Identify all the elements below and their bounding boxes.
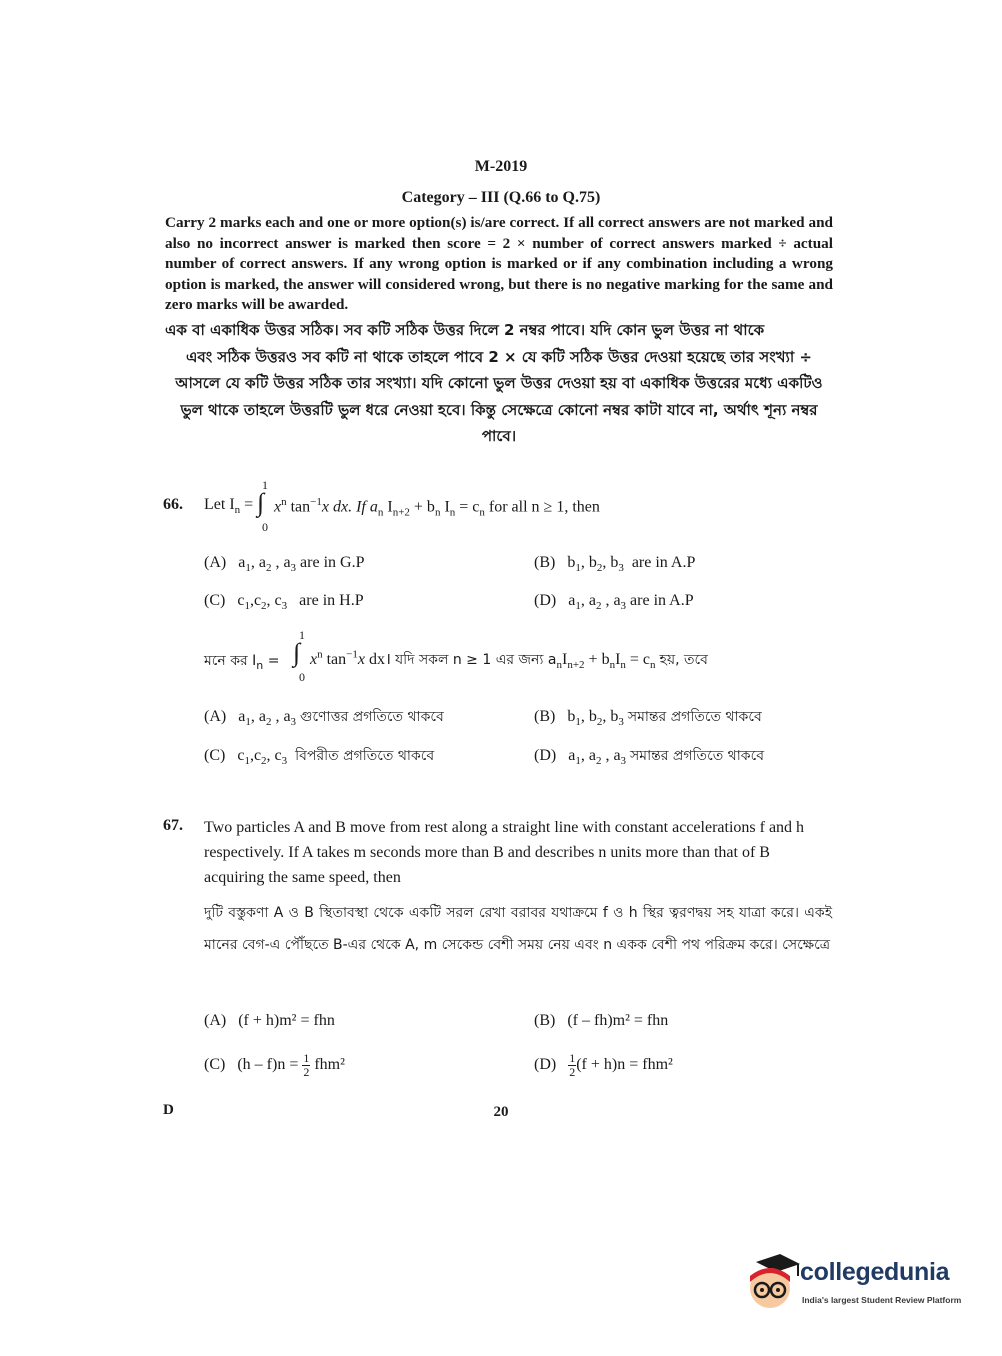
- q66-bn-lead: মনে কর $I_n$ =: [204, 653, 280, 672]
- category-heading: Category – III (Q.66 to Q.75): [401, 189, 601, 206]
- page-number: 20: [493, 1104, 509, 1120]
- instructions-english: Carry 2 marks each and one or more option(s) is/are correct. If all correct answers are not marked and also no incorrect answer is marked then score = 2 × number of correct answers marked ÷ actual number of correct answers. If any wrong option is marked or if any combination including a wrong option is marked, the answer will considered wrong, but there is no negative marking for the same and zero marks will be awarded.: [165, 214, 833, 314]
- collegedunia-tagline: India's largest Student Review Platform: [802, 1295, 962, 1305]
- q66-integrand: $x^n$ $\tan^{-1}x$ dx. If $a_n$ $I_{n+2} + b_n$ $I_n = c_n$ for all n ≥ 1, then: [274, 496, 600, 519]
- collegedunia-brand: collegedunia: [800, 1258, 950, 1286]
- q66-bn-upper-limit: 1: [299, 628, 305, 642]
- q66-option-b[interactable]: (B) $b_1$, $b_2$, $b_3$ are in A.P: [534, 554, 696, 575]
- q67-option-d[interactable]: (D) $\frac{1}{2}$ (f + h)n = fhm²: [534, 1051, 673, 1079]
- q66-bn-option-d[interactable]: (D) $a_1$, $a_2$ , $a_3$ সমান্তর প্রগতিতে থাকবে: [534, 747, 764, 768]
- instructions-bengali: [165, 317, 833, 450]
- q67-option-a[interactable]: (A) (f + h)m² = fhn: [204, 1012, 335, 1029]
- instructions-bengali-line1: এক বা একাধিক উত্তর সঠিক। সব কটি সঠিক উত্তর দিলে 2 নম্বর পাবে। যদি কোন ভুল উত্তর না থাকে: [165, 321, 765, 339]
- q66-upper-limit: 1: [262, 478, 268, 492]
- q66-let: Let $I_n$ =: [204, 496, 254, 517]
- q66-bn-option-a[interactable]: (A) $a_1$, $a_2$ , $a_3$ গুণোত্তর প্রগতিতে থাকবে: [204, 708, 444, 729]
- q67-option-d-fraction: $\frac{1}{2}$: [569, 1051, 576, 1079]
- q66-english: [204, 478, 844, 538]
- collegedunia-mascot-icon: [742, 1252, 800, 1316]
- q66-option-d[interactable]: (D) $a_1$, $a_2$ , $a_3$ are in A.P: [534, 592, 694, 613]
- paper-code: M-2019: [474, 158, 528, 175]
- q67-english: Two particles A and B move from rest along a straight line with constant accelerations f and h respectively. If A takes m seconds more than B and describes n units more than that of B acquiring the same speed, then: [204, 819, 805, 886]
- q67-option-c[interactable]: (C) (h – f)n = $\frac{1}{2}$ fhm²: [204, 1051, 345, 1079]
- collegedunia-watermark: [742, 1252, 970, 1316]
- q66-bn-option-b[interactable]: (B) $b_1$, $b_2$, $b_3$ সমান্তর প্রগতিতে থাকবে: [534, 708, 762, 729]
- q67-option-b[interactable]: (B) (f – fh)m² = fhn: [534, 1012, 669, 1029]
- q66-bn-option-c[interactable]: (C) $c_1,c_2$, $c_3$ বিপরীত প্রগতিতে থাকবে: [204, 747, 435, 768]
- q66-bn-integral-sign: ∫: [293, 638, 301, 667]
- q66-bengali: [204, 628, 844, 688]
- q67-bengali: দুটি বস্তুকণা A ও B স্থিতাবস্থা থেকে একটি সরল রেখা বরাবর যথাক্রমে f ও h স্থির ত্বরণদ্বয় সহ যাত্রা করে। একই মানের বেগ-এ পৌঁছতে B-এর থেকে A, m সেকেন্ড বেশী সময় নেয় এবং n একক বেশী পথ পরিক্রম করে। সেক্ষেত্রে: [204, 905, 832, 953]
- instructions-bengali-rest: এবং সঠিক উত্তরও সব কটি না থাকে তাহলে পাবে 2 × যে কটি সঠিক উত্তর দেওয়া হয়েছে তার সংখ্যা ÷ আসলে যে কটি উত্তর সঠিক তার সংখ্যা। যদি কোনো ভুল উত্তর দেওয়া হয় বা একাধিক উত্তরের মধ্যে একটিও ভুল থাকে তাহলে উত্তরটি ভুল ধরে নেওয়া হবে। কিন্তু সেক্ষেত্রে কোনো নম্বর কাটা যাবে না, অর্থাৎ শূন্য নম্বর পাবে।: [175, 347, 823, 445]
- q67-option-c-fraction: $\frac{1}{2}$: [303, 1051, 310, 1079]
- q66-bn-lower-limit: 0: [299, 670, 305, 684]
- q66-integral-sign: ∫: [257, 488, 265, 517]
- q66-option-c[interactable]: (C) $c_1,c_2$, $c_3$ are in H.P: [204, 592, 364, 613]
- q67-number: 67.: [163, 817, 183, 834]
- q66-option-a[interactable]: (A) $a_1$, $a_2$ , $a_3$ are in G.P: [204, 554, 365, 575]
- q66-number: 66.: [163, 496, 183, 513]
- set-code: D: [163, 1102, 174, 1118]
- q66-lower-limit: 0: [262, 520, 268, 534]
- q66-bn-integrand: $x^n$ $\tan^{-1}x$ dx। যদি সকল n ≥ 1 এর জন্য $a_nI_{n+2} + b_nI_n = c_n$ হয়, তবে: [310, 648, 708, 672]
